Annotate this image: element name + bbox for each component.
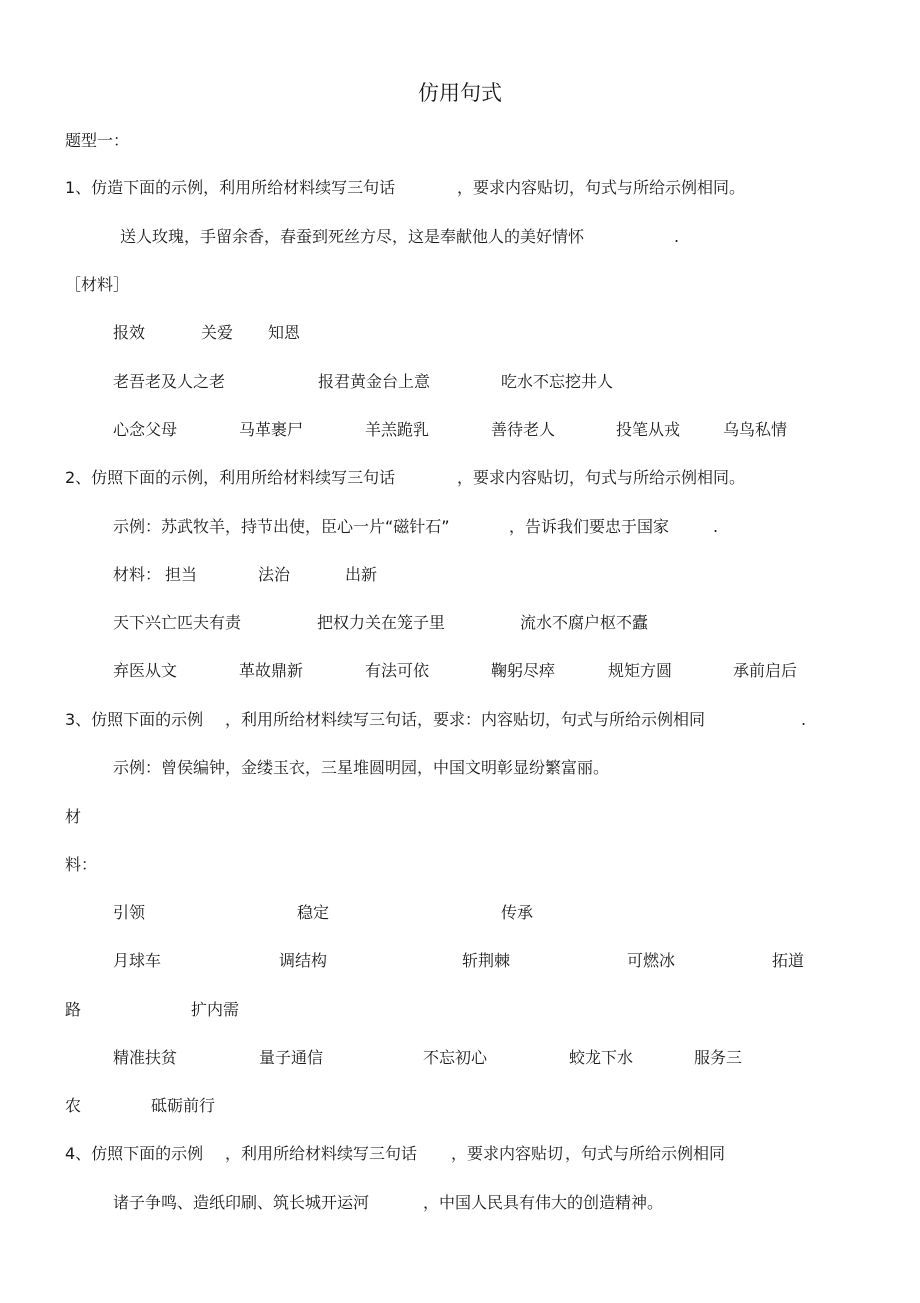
phrase: 鞠躬尽瘁	[491, 661, 556, 680]
q3-material-label-part-2: 料：	[65, 855, 98, 874]
phrase: 蛟龙下水	[569, 1048, 634, 1067]
q2-material-label: 材料：	[113, 565, 162, 584]
phrase: 投笔从戎	[616, 420, 681, 439]
keyword: 关爱	[201, 323, 234, 342]
keyword: 报效	[113, 323, 146, 342]
q3-example-text: 示例：曾侯编钟，金缕玉衣，三星堆圆明园，中国文明彰显纷繁富丽。	[113, 758, 610, 777]
phrase: 革故鼎新	[239, 661, 304, 680]
phrase: 有法可依	[365, 661, 430, 680]
phrase: 服务三	[694, 1048, 743, 1067]
q4-example-text: 诸子争鸣、造纸印刷、筑长城开运河	[113, 1193, 370, 1212]
keyword: 出新	[345, 565, 378, 584]
phrase: 弃医从文	[113, 661, 178, 680]
phrase: 承前启后	[733, 661, 798, 680]
q1-material-label: ［材料］	[65, 275, 130, 294]
document-title: 仿用句式	[418, 81, 502, 105]
q4-prompt-part-4: ，句式与所给示例相同	[565, 1144, 726, 1163]
keyword: 法治	[258, 565, 291, 584]
q3-prompt-part-1: 3、仿照下面的示例	[65, 710, 204, 729]
phrase: 吃水不忘挖井人	[501, 372, 614, 391]
phrase: 拓道	[772, 951, 805, 970]
phrase: 扩内需	[191, 1000, 240, 1019]
phrase: 月球车	[113, 951, 162, 970]
phrase: 马革裹尸	[239, 420, 304, 439]
keyword: 引领	[113, 903, 146, 922]
q4-prompt-part-2: ，利用所给材料续写三句话	[225, 1144, 418, 1163]
q1-prompt-part-2: ，要求内容贴切，句式与所给示例相同。	[457, 178, 746, 197]
q3-prompt-part-2: ，利用所给材料续写三句话，要求：内容贴切，句式与所给示例相同	[225, 710, 706, 729]
phrase: 心念父母	[113, 420, 178, 439]
q2-example-period: .	[713, 517, 719, 536]
q2-prompt-part-1: 2、仿照下面的示例，利用所给材料续写三句话	[65, 468, 396, 487]
phrase: 精准扶贫	[113, 1048, 178, 1067]
phrase: 把权力关在笼子里	[317, 613, 446, 632]
q4-example-text-2: ，中国人民具有伟大的创造精神。	[423, 1193, 664, 1212]
phrase: 可燃冰	[627, 951, 676, 970]
phrase: 不忘初心	[423, 1048, 488, 1067]
keyword: 传承	[501, 903, 534, 922]
q3-material-label-part-1: 材	[65, 807, 82, 826]
section-label: 题型一：	[65, 131, 130, 150]
keyword: 知恩	[268, 323, 301, 342]
phrase: 乌鸟私情	[723, 420, 788, 439]
q2-example-text-2: ，告诉我们要忠于国家	[509, 517, 670, 536]
phrase: 斩荆棘	[462, 951, 511, 970]
q2-example-text: 示例：苏武牧羊，持节出使，臣心一片“磁针石”	[113, 517, 450, 536]
q1-example-text: 送人玫瑰，手留余香，春蚕到死丝方尽，这是奉献他人的美好情怀	[120, 227, 585, 246]
keyword: 稳定	[297, 903, 330, 922]
q3-prompt-period: .	[801, 710, 807, 729]
phrase: 路	[65, 1000, 82, 1019]
phrase: 量子通信	[259, 1048, 324, 1067]
phrase: 天下兴亡匹夫有责	[113, 613, 242, 632]
keyword: 担当	[165, 565, 198, 584]
q2-prompt-part-2: ，要求内容贴切，句式与所给示例相同。	[457, 468, 746, 487]
q1-example-period: .	[674, 227, 680, 246]
q4-prompt-part-3: ，要求内容贴切	[451, 1144, 564, 1163]
phrase: 砥砺前行	[151, 1096, 216, 1115]
phrase: 善待老人	[491, 420, 556, 439]
phrase: 羊羔跪乳	[365, 420, 430, 439]
phrase: 流水不腐户枢不蠹	[520, 613, 649, 632]
q4-prompt-part-1: 4、仿照下面的示例	[65, 1144, 204, 1163]
phrase: 老吾老及人之老	[113, 372, 226, 391]
phrase: 报君黄金台上意	[318, 372, 431, 391]
phrase: 规矩方圆	[608, 661, 673, 680]
q1-prompt-part-1: 1、仿造下面的示例，利用所给材料续写三句话	[65, 178, 396, 197]
phrase: 农	[65, 1096, 82, 1115]
phrase: 调结构	[279, 951, 328, 970]
